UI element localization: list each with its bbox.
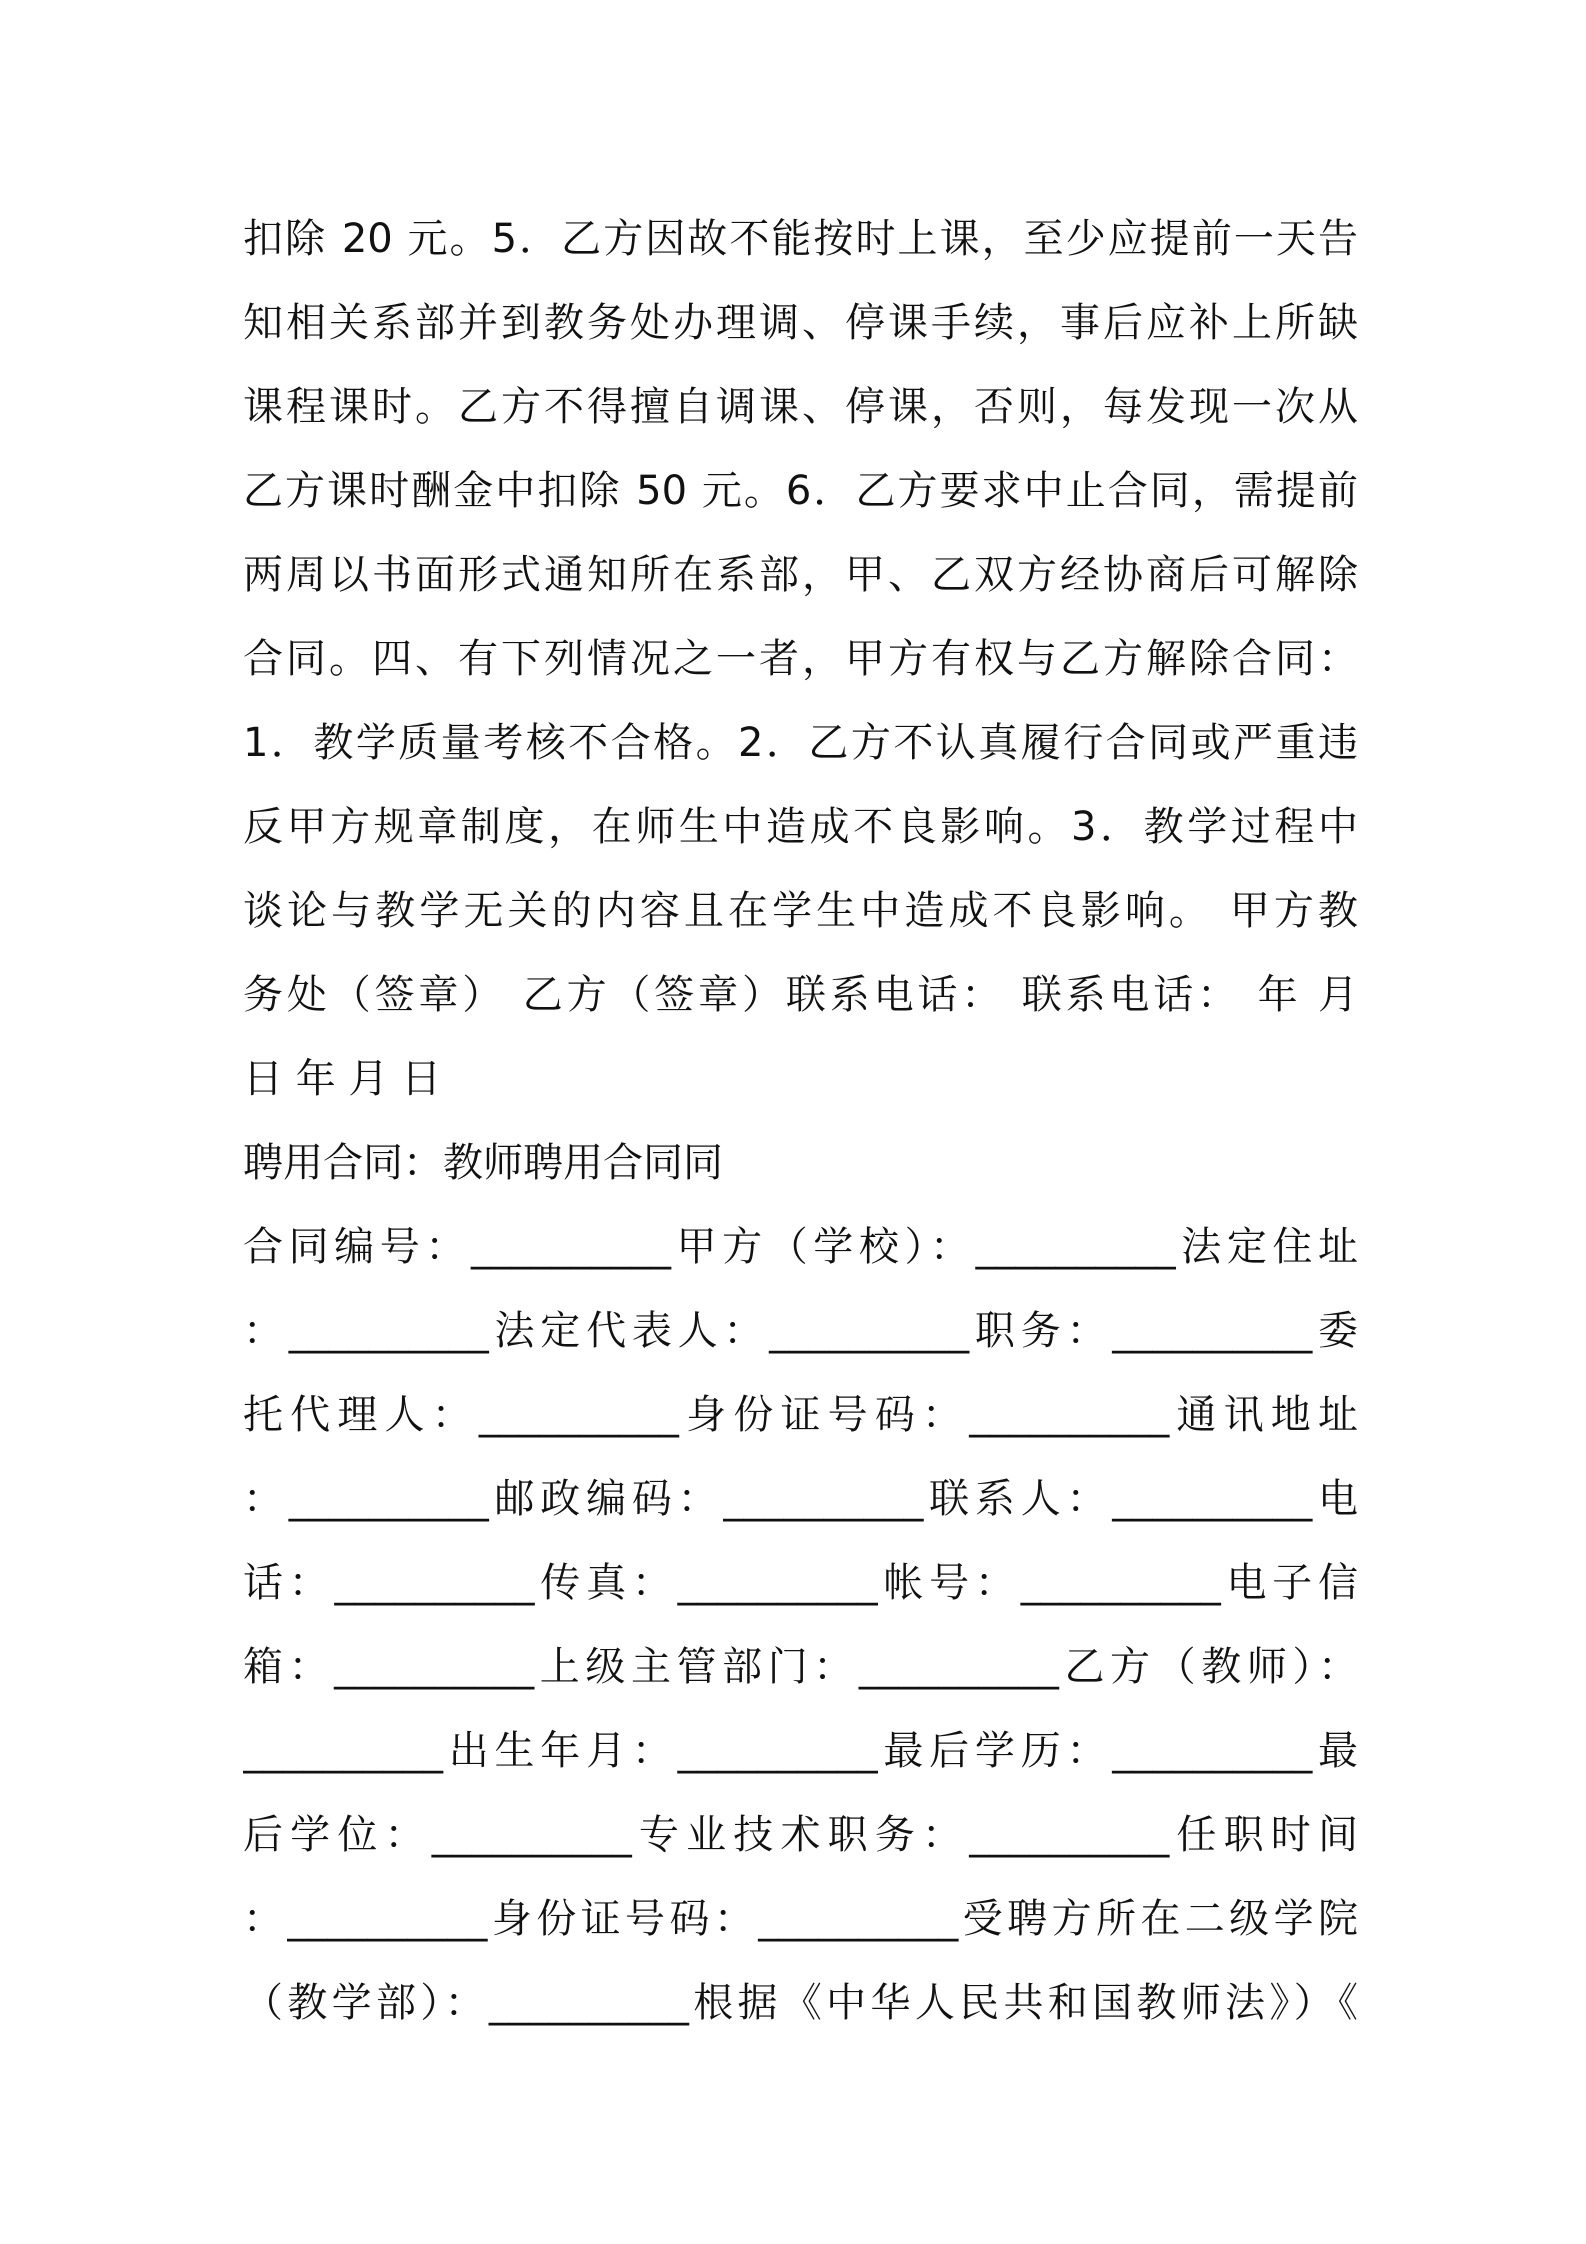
form-line: 托代理人：__________身份证号码：__________通讯地址 [243, 1392, 1358, 1438]
text-line: 日 年 月 日 [243, 1056, 442, 1102]
text-line: 合同。四、有下列情况之一者，甲方有权与乙方解除合同： [243, 636, 1358, 682]
form-line: ：__________法定代表人：__________职务：__________委 [243, 1308, 1358, 1354]
text-line: 知相关系部并到教务处办理调、停课手续，事后应补上所缺 [243, 300, 1358, 346]
section-title: 聘用合同：教师聘用合同同 [243, 1140, 723, 1186]
text-line: 谈论与教学无关的内容且在学生中造成不良影响。 甲方教 [243, 888, 1358, 934]
form-line: ：__________邮政编码：__________联系人：__________电 [243, 1476, 1358, 1522]
form-line: ：__________身份证号码：__________受聘方所在二级学院 [243, 1896, 1358, 1942]
text-line: 两周以书面形式通知所在系部，甲、乙双方经协商后可解除 [243, 552, 1358, 598]
form-line: 话：__________传真：__________帐号：__________电子信 [243, 1560, 1358, 1606]
contract-text [243, 197, 1358, 2045]
text-line: 反甲方规章制度，在师生中造成不良影响。3．教学过程中 [243, 804, 1358, 850]
text-line: 务处（签章） 乙方（签章）联系电话： 联系电话： 年 月 [243, 972, 1358, 1018]
form-line: 后学位：__________专业技术职务：__________任职时间 [243, 1812, 1358, 1858]
text-line: 扣除 20 元。5．乙方因故不能按时上课，至少应提前一天告 [243, 216, 1358, 262]
form-line: 合同编号：__________甲方（学校）：__________法定住址 [243, 1224, 1358, 1270]
text-line: 1．教学质量考核不合格。2．乙方不认真履行合同或严重违 [243, 720, 1358, 766]
form-line: 箱：__________上级主管部门：__________乙方（教师）： [243, 1644, 1358, 1690]
form-line: __________出生年月：__________最后学历：__________最 [243, 1728, 1358, 1774]
text-line: 课程课时。乙方不得擅自调课、停课，否则，每发现一次从 [243, 384, 1358, 430]
form-line: （教学部）：__________根据《中华人民共和国教师法》）《 [243, 1980, 1358, 2026]
text-line: 乙方课时酬金中扣除 50 元。6．乙方要求中止合同，需提前 [243, 468, 1358, 514]
